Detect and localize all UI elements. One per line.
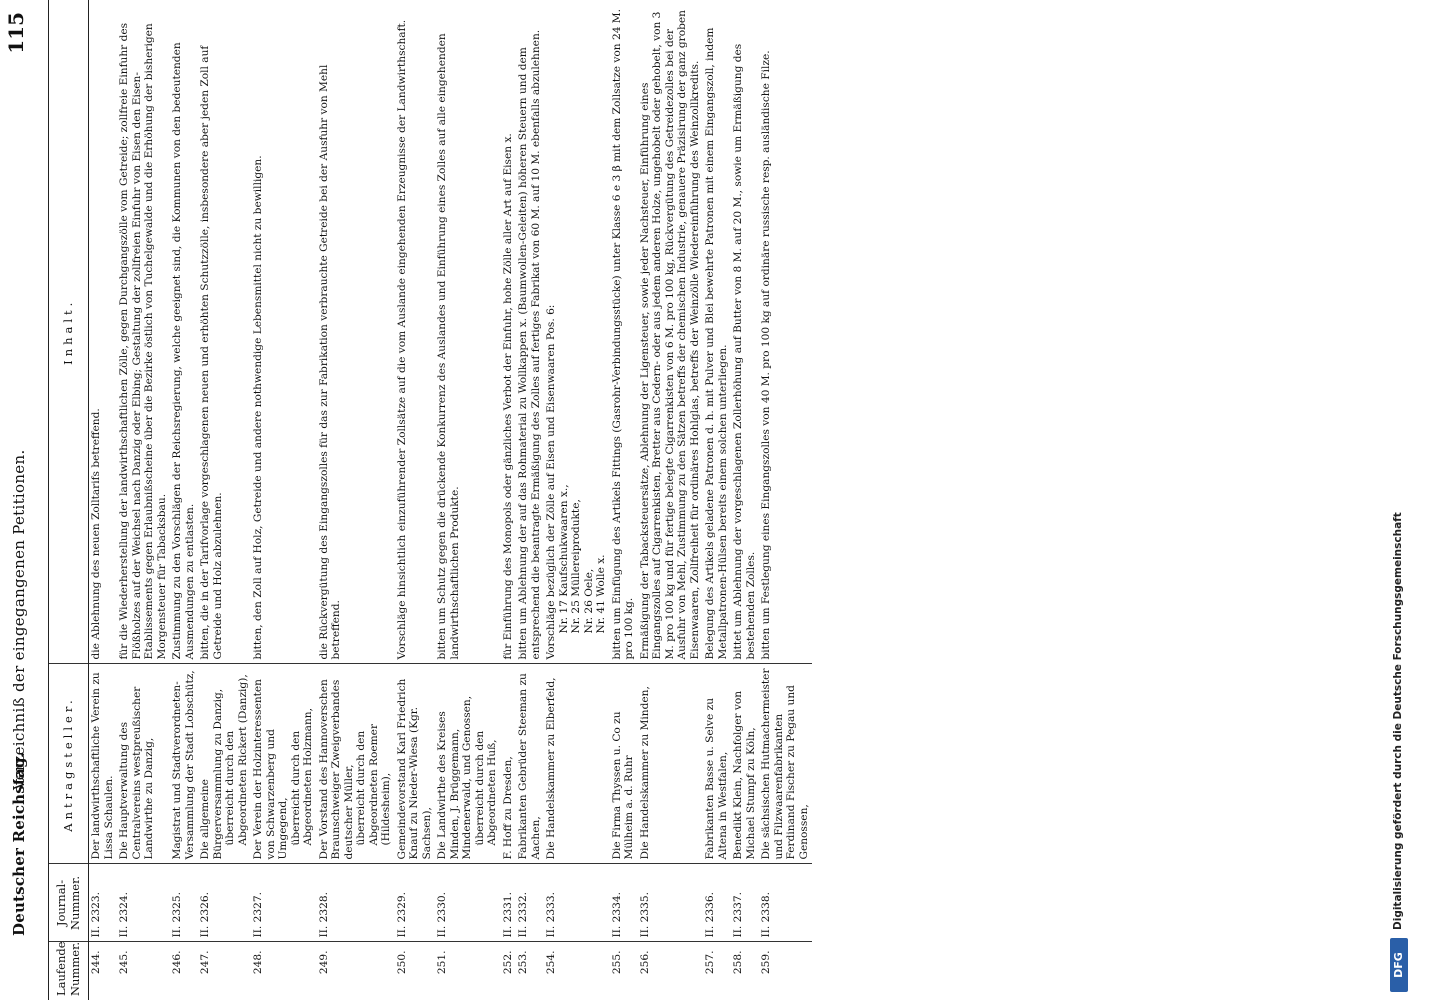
journal-number: II. 2325. <box>170 864 198 942</box>
row-number: 257. <box>704 950 717 975</box>
content-text: die Rückvergütung des Eingangszolles für das zur Fabrikation verbrauchte Getreide bei der Ausfuhr von Mehl betreffend. <box>317 64 343 660</box>
content-cell <box>516 0 544 664</box>
row-number: 251. <box>436 950 449 975</box>
applicant-text: Die Landwirthe des Kreises Minden, J. Brüggemann, Mindenerwald, und Genossen, <box>436 695 474 860</box>
row-number: 248. <box>252 950 265 975</box>
content-text: bitten um Einfügung des Artikels Fittings (Gasrohr-Verbindungsstücke) unter Klasse 6 e 3 β mit dem Zollsatze von 24 M. pro 100 kg. <box>610 8 636 660</box>
content-cell <box>544 0 610 664</box>
applicant-text: überreicht durch den Abgeordneten Roemer (Hildesheim), <box>355 723 393 846</box>
content-text: Nr. 41 Wolle x. <box>595 554 608 634</box>
applicant-cell <box>638 664 704 864</box>
journal-number: II. 2323. <box>89 864 118 942</box>
header-left: Deutscher Reichstag. <box>10 751 28 936</box>
applicant-text: Der Vorstand des Hannoverschen Braunschweiger Zweigverbandes deutscher Müller, <box>317 679 355 860</box>
content-cell <box>731 0 759 664</box>
petition-table <box>48 0 812 1000</box>
digitization-text: Digitalisierung gefördert durch die Deutsche Forschungsgemeinschaft <box>1392 512 1404 930</box>
content-cell <box>501 0 517 664</box>
column-header-nr: Laufende Nummer. <box>49 942 89 1000</box>
applicant-text: Die allgemeine Bürgerversammlung zu Danzig, <box>199 688 224 860</box>
row-number: 250. <box>395 950 408 975</box>
content-cell <box>198 0 251 664</box>
journal-number: II. 2324. <box>117 864 170 942</box>
applicant-cell <box>516 664 544 864</box>
journal-number: II. 2327. <box>251 864 317 942</box>
applicant-text: Die Firma Thyssen u. Co zu Mülheim a. d. Ruhr <box>610 711 636 860</box>
table-row <box>501 0 517 1000</box>
journal-number: II. 2333. <box>544 864 610 942</box>
table-body <box>89 0 813 1000</box>
content-text: bitten um Schutz gegen die drückende Konkurrenz des Auslandes und Einführung eines Zolles auf alle eingehenden landwirthschaftlichen Produkte. <box>436 33 461 660</box>
column-header-inhalt: Inhalt. <box>49 0 89 664</box>
applicant-text: F. Hoff zu Dresden, <box>501 756 514 860</box>
content-text: bitten, den Zoll auf Holz, Getreide und andere nothwendige Lebensmittel nicht zu bewilligen. <box>252 155 265 660</box>
table-row <box>198 0 251 1000</box>
content-cell <box>317 0 395 664</box>
row-number: 258. <box>732 950 745 975</box>
applicant-text: überreicht durch den Abgeordneten Rickert (Danzig), <box>224 674 249 846</box>
digitization-note <box>1380 0 1420 1000</box>
applicant-cell <box>703 664 731 864</box>
table-header-row <box>49 0 89 1000</box>
applicant-cell <box>395 664 436 864</box>
table-row <box>435 0 501 1000</box>
content-text: bitten um Ablehnung der auf das Rohmaterial zu Wollkappen x. (Baumwollen-Geleiten) höheren Steuern und dem entsprechend die beantragte Ermäßigung des Zolles auf fertiges Fabrikat von 60 M. auf 10 M. ebenfalls abzulehnen. <box>517 29 542 660</box>
applicant-text: Fabrikanten Basse u. Selve zu Altena in Westfalen, <box>704 697 729 860</box>
applicant-cell <box>435 664 501 864</box>
column-header-journal: Journal-Nummer. <box>49 864 89 942</box>
row-number: 254. <box>545 950 558 975</box>
table-row <box>610 0 638 1000</box>
content-text: Vorschläge bezüglich der Zölle auf Eisen und Eisenwaaren Pos. 6: <box>545 304 558 660</box>
journal-number: II. 2337. <box>731 864 759 942</box>
row-number: 244. <box>90 950 103 975</box>
applicant-text: Der Verein der Holzinteressenten von Schwarzenberg und Umgegend, <box>252 678 290 860</box>
applicant-cell <box>610 664 638 864</box>
applicant-cell <box>317 664 395 864</box>
applicant-text: Gemeindevorstand Karl Friedrich Knauf zu Nieder-Wiesa (Kgr. Sachsen), <box>395 678 433 860</box>
column-header-antragsteller: Antragsteller. <box>49 664 89 864</box>
journal-number: II. 2334. <box>610 864 638 942</box>
table-row <box>251 0 317 1000</box>
content-text: Belegung des Artikels geladene Patronen d. h. mit Pulver und Blei bewehrte Patronen mit einem Eingangszoll, indem Metallpatronen-Hülsen bereits einem solchen unterliegen. <box>704 27 729 660</box>
journal-number: II. 2329. <box>395 864 436 942</box>
applicant-cell <box>731 664 759 864</box>
applicant-text: Die Handelskammer zu Minden, <box>638 686 651 860</box>
row-number: 247. <box>199 950 212 975</box>
table-row <box>89 0 118 1000</box>
page-number: 115 <box>4 12 28 54</box>
content-text: für Einführung des Monopols oder gänzliches Verbot der Einfuhr, hohe Zölle aller Art auf Eisen x. <box>501 133 514 660</box>
journal-number: II. 2338. <box>759 864 812 942</box>
content-text: bitten um Festlegung eines Eingangszolles von 40 M. pro 100 kg auf ordinäre russische resp. ausländische Filze. <box>760 50 773 660</box>
applicant-text: Magistrat und Stadtverordneten-Versammlung der Stadt Lobschütz, <box>171 670 196 860</box>
content-cell <box>395 0 436 664</box>
content-cell <box>89 0 118 664</box>
applicant-cell <box>501 664 517 864</box>
content-text: die Ablehnung des neuen Zolltarifs betreffend. <box>90 408 103 660</box>
applicant-text: Der landwirthschaftliche Verein zu Lissa Schaulen. <box>90 672 115 860</box>
journal-number: II. 2335. <box>638 864 704 942</box>
journal-number: II. 2336. <box>703 864 731 942</box>
applicant-cell <box>544 664 610 864</box>
applicant-text: Fabrikanten Gebrüder Steeman zu Aachen, <box>517 673 542 860</box>
applicant-text: überreicht durch den Abgeordneten Holzmann, <box>289 708 315 846</box>
table-row <box>759 0 812 1000</box>
applicant-cell <box>251 664 317 864</box>
applicant-text: Die Hauptverwaltung des Centralvereins westpreußischer Landwirthe zu Danzig, <box>118 686 156 860</box>
applicant-cell <box>117 664 170 864</box>
table-row <box>117 0 170 1000</box>
content-cell <box>703 0 731 664</box>
journal-number: II. 2328. <box>317 864 395 942</box>
applicant-text: überreicht durch den Abgeordneten Huß, <box>473 730 499 846</box>
applicant-text: Benedikt Klein, Nachfolger von Michael Stumpf zu Köln, <box>732 690 757 860</box>
content-text: Zustimmung zu den Vorschlägen der Reichsregierung, welche geeignet sind, die Kommunen von den bedeutenden Ausmendungen zu entlasten. <box>171 42 196 660</box>
content-text: Ermäßigung der Tabacksteuersätze, Ablehnung der Ligensteuer, sowie jeder Nachsteuer, Einführung eines Eingangszolles auf Cigarrenkisten, Bretter aus Cedern- oder aus jedem anderen Holze, ungehobelt oder gehobelt, von 3 M. pro 100 kg und für fertige belegte Cigarrenkisten von 6 M. pro 100 kg, Rückvergütung des Getreidezolles bei der Ausfuhr von Mehl, Zustimmung zu den Sätzen betreffs der chemischen Industrie, genauere Präzisirung der ganz groben Eisenwaaren, Zollfreiheit für ordinäres Hohlglas, betreffs der Weinzölle Wiedereinführung des Weinzollkredits. <box>638 10 701 660</box>
table-row <box>731 0 759 1000</box>
journal-number: II. 2331. <box>501 864 517 942</box>
applicant-cell <box>170 664 198 864</box>
row-number: 255. <box>610 950 623 975</box>
table-row <box>317 0 395 1000</box>
content-text: bittet um Ablehnung der vorgeschlagenen Zollerhöhung auf Butter von 8 M. auf 20 M., sowie um Ermäßigung des bestehenden Zolles. <box>732 43 757 660</box>
row-number: 246. <box>171 950 184 975</box>
journal-number: II. 2332. <box>516 864 544 942</box>
applicant-text: Die Handelskammer zu Elberfeld, <box>545 677 558 860</box>
table-row <box>395 0 436 1000</box>
row-number: 249. <box>317 950 330 975</box>
content-text: bitten, die in der Tarifvorlage vorgeschlagenen neuen und erhöhten Schutzzölle, insbesondere aber jeden Zoll auf Getreide und Holz abzulehnen. <box>199 45 224 660</box>
row-number: 259. <box>760 950 773 975</box>
table-row <box>703 0 731 1000</box>
journal-number: II. 2326. <box>198 864 251 942</box>
journal-number: II. 2330. <box>435 864 501 942</box>
content-text: Nr. 17 Kaufschukwaaren x., <box>557 484 570 634</box>
petition-table-wrap <box>48 0 1178 1000</box>
table-row <box>170 0 198 1000</box>
applicant-cell <box>198 664 251 864</box>
dfg-logo: DFG <box>1390 938 1408 992</box>
content-text: Vorschläge hinsichtlich einzuführender Zollsätze auf die vom Auslande eingehenden Erzeugnisse der Landwirthschaft. <box>395 19 408 660</box>
table-row <box>544 0 610 1000</box>
content-cell <box>435 0 501 664</box>
table-row <box>516 0 544 1000</box>
table-row <box>638 0 704 1000</box>
content-cell <box>251 0 317 664</box>
content-text: Nr. 25 Müllereiprodukte, <box>570 499 583 634</box>
content-cell <box>759 0 812 664</box>
applicant-cell <box>759 664 812 864</box>
content-text: Nr. 26 Oele, <box>582 568 595 634</box>
row-number: 245. <box>118 950 131 975</box>
content-cell <box>610 0 638 664</box>
content-text: für die Wiederherstellung der landwirthschaftlichen Zölle, gegen Durchgangszölle vom Getreide; zollfreie Einfuhr des Flößholzes auf der Weichsel nach Danzig oder Elbing; Gestaltung der zollfreien Einfuhr von Eisen den Eisen-Etablissements gegen Erlaubnißscheine über die Bezirke östlich von Tuchelgewalde und die Erhöhung der bisherigen Morgensteuer für Tabacksbau. <box>118 22 168 660</box>
row-number: 253. <box>517 950 530 975</box>
content-cell <box>170 0 198 664</box>
header-title: Verzeichniß der eingegangenen Petitionen. <box>10 449 28 790</box>
row-number: 256. <box>638 950 651 975</box>
content-cell <box>638 0 704 664</box>
applicant-text: Die sächsischen Hutmachermeister und Filzwaarenfabrikanten Ferdinand Fischer zu Pegau und Genossen, <box>760 668 810 860</box>
applicant-cell <box>89 664 118 864</box>
row-number: 252. <box>501 950 514 975</box>
content-cell <box>117 0 170 664</box>
